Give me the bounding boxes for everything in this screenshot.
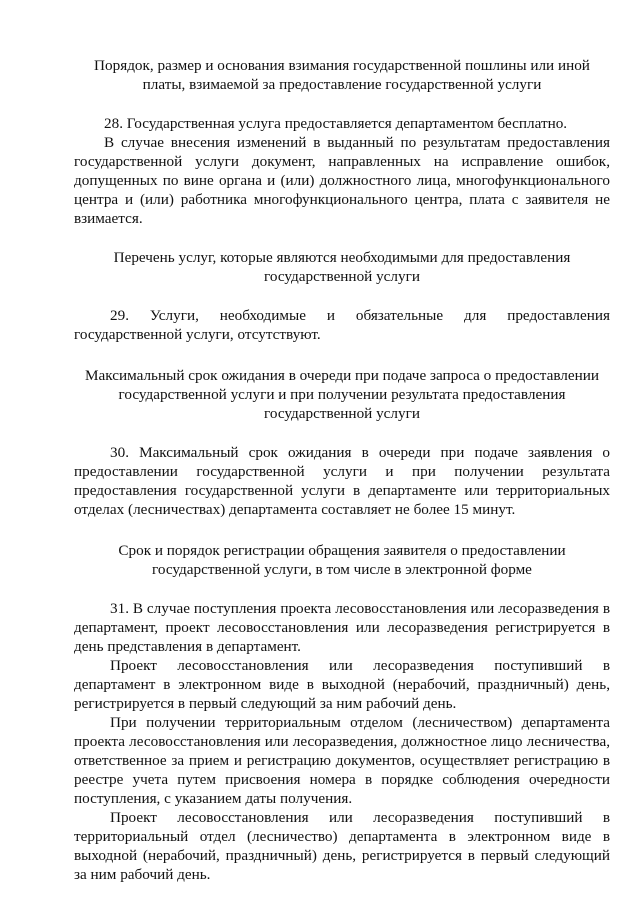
heading-services-text: Перечень услуг, которые являются необходимыми для предоставления государственной услуги [113,249,571,285]
heading-fee-text: Порядок, размер и основания взимания государственной пошлины или иной платы, взимаемой за предоставление государственной услуги [94,57,590,93]
heading-registration-text: Срок и порядок регистрации обращения заявителя о предоставлении государственной услуги, в том числе в электронной форме [118,542,566,578]
paragraph-31-1: 31. В случае поступления проекта лесовосстановления или лесоразведения в департамент, проект лесовосстановления или лесоразведения регистрируется в день представления в департамент. [74,600,610,655]
paragraph-28-1: 28. Государственная услуга предоставляется департаментом бесплатно. [104,115,568,132]
heading-services [74,248,610,286]
heading-wait-text: Максимальный срок ожидания в очереди при подаче запроса о предоставлении государственной услуги и при получении результата предоставления государственной услуги [84,367,600,422]
paragraph-29: 29. Услуги, необходимые и обязательные для предоставления государственной услуги, отсутствуют. [74,307,610,343]
document-body [74,56,610,884]
paragraph-31-4: Проект лесовосстановления или лесоразведения поступивший в территориальный отдел (лесничество) департамента в электронном виде в выходной (нерабочий, праздничный) день, регистрируется в первый следующий за ним рабочий день. [74,809,610,883]
paragraph-28-2: В случае внесения изменений в выданный по результатам предоставления государственной услуги документ, направленных на исправление ошибок, допущенных по вине органа и (или) должностного лица, многофункционального центра и (или) работника многофункционального центра, плата с заявителя не взимается. [74,134,610,227]
heading-registration [74,541,610,579]
heading-fee [74,56,610,94]
paragraph-30: 30. Максимальный срок ожидания в очереди при подаче заявления о предоставлении государственной услуги и при получении результата предоставления государственной услуги в департаменте или территориальных отделах (лесничествах) департамента составляет не более 15 минут. [74,444,610,518]
heading-wait [74,366,610,423]
paragraph-31-3: При получении территориальным отделом (лесничеством) департамента проекта лесовосстановления или лесоразведения, должностное лицо лесничества, ответственное за прием и регистрацию документов, осуществляет регистрацию в реестре учета путем присвоения номера в порядке соблюдения очередности поступления, с указанием даты получения. [74,714,610,807]
paragraph-31-2: Проект лесовосстановления или лесоразведения поступивший в департамент в электронном виде в выходной (нерабочий, праздничный) день, регистрируется в первый следующий за ним рабочий день. [74,657,610,712]
